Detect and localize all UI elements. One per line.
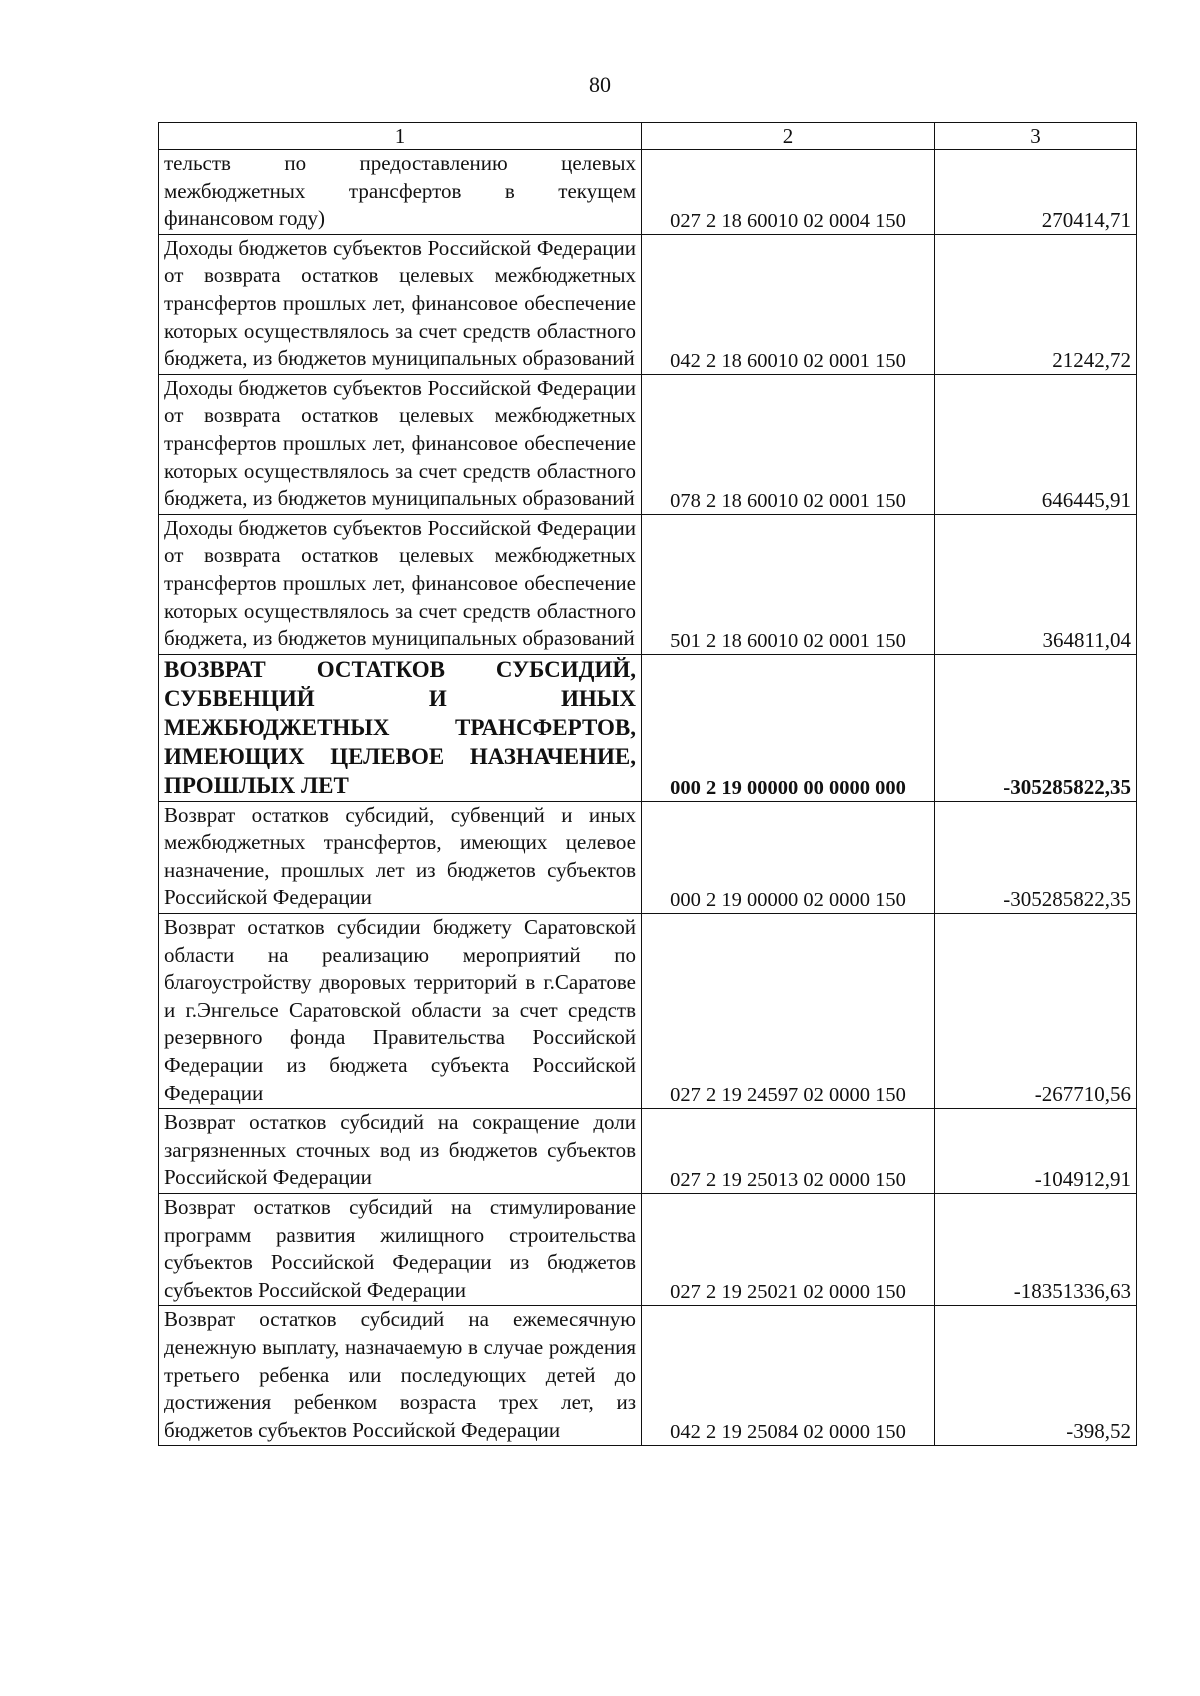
row-description: Возврат остатков субсидий на сокращение доли загрязненных сточных вод из бюджетов субъектов Российской Федерации bbox=[159, 1109, 642, 1194]
row-code: 000 2 19 00000 02 0000 150 bbox=[642, 801, 935, 913]
table-row bbox=[159, 801, 1137, 913]
table-row bbox=[159, 514, 1137, 654]
row-amount: -305285822,35 bbox=[935, 801, 1137, 913]
row-description: тельств по предоставлению целевых межбюджетных трансфертов в текущем финансовом году) bbox=[159, 150, 642, 235]
table-body bbox=[159, 150, 1137, 1446]
table-row bbox=[159, 914, 1137, 1109]
row-code: 042 2 18 60010 02 0001 150 bbox=[642, 234, 935, 374]
page-number: 80 bbox=[589, 72, 611, 97]
row-description: Доходы бюджетов субъектов Российской Федерации от возврата остатков целевых межбюджетных трансфертов прошлых лет, финансовое обеспечение которых осуществлялось за счет средств областного бюджета, из бюджетов муниципальных образований bbox=[159, 234, 642, 374]
table-row-section-heading bbox=[159, 654, 1137, 801]
row-code: 078 2 18 60010 02 0001 150 bbox=[642, 374, 935, 514]
row-amount: -104912,91 bbox=[935, 1109, 1137, 1194]
column-header-3: 3 bbox=[935, 123, 1137, 150]
table-row bbox=[159, 1306, 1137, 1446]
table-row bbox=[159, 234, 1137, 374]
row-amount: -267710,56 bbox=[935, 914, 1137, 1109]
row-code: 027 2 19 25013 02 0000 150 bbox=[642, 1109, 935, 1194]
table-row bbox=[159, 1109, 1137, 1194]
row-amount: -18351336,63 bbox=[935, 1194, 1137, 1306]
table-row bbox=[159, 374, 1137, 514]
column-header-2: 2 bbox=[642, 123, 935, 150]
row-description: Возврат остатков субсидий, субвенций и иных межбюджетных трансфертов, имеющих целевое назначение, прошлых лет из бюджетов субъектов Российской Федерации bbox=[159, 801, 642, 913]
table-row bbox=[159, 150, 1137, 235]
row-description: Возврат остатков субсидий на ежемесячную денежную выплату, назначаемую в случае рождения третьего ребенка или последующих детей до достижения ребенком возраста трех лет, из бюджетов субъектов Российской Федерации bbox=[159, 1306, 642, 1446]
row-description: Возврат остатков субсидий на стимулирование программ развития жилищного строительства субъектов Российской Федерации из бюджетов субъектов Российской Федерации bbox=[159, 1194, 642, 1306]
table-row bbox=[159, 1194, 1137, 1306]
table-header-row bbox=[159, 123, 1137, 150]
row-amount: 270414,71 bbox=[935, 150, 1137, 235]
row-description: Возврат остатков субсидии бюджету Саратовской области на реализацию мероприятий по благоустройству дворовых территорий в г.Саратове и г.Энгельсе Саратовской области за счет средств резервного фонда Правительства Российской Федерации из бюджета субъекта Российской Федерации bbox=[159, 914, 642, 1109]
row-description: Доходы бюджетов субъектов Российской Федерации от возврата остатков целевых межбюджетных трансфертов прошлых лет, финансовое обеспечение которых осуществлялось за счет средств областного бюджета, из бюджетов муниципальных образований bbox=[159, 514, 642, 654]
row-code: 501 2 18 60010 02 0001 150 bbox=[642, 514, 935, 654]
row-code: 000 2 19 00000 00 0000 000 bbox=[642, 654, 935, 801]
row-amount: 364811,04 bbox=[935, 514, 1137, 654]
column-header-1: 1 bbox=[159, 123, 642, 150]
row-description: ВОЗВРАТ ОСТАТКОВ СУБСИДИЙ, СУБВЕНЦИЙ И ИНЫХ МЕЖБЮДЖЕТНЫХ ТРАНСФЕРТОВ, ИМЕЮЩИХ ЦЕЛЕВОЕ НАЗНАЧЕНИЕ, ПРОШЛЫХ ЛЕТ bbox=[159, 654, 642, 801]
row-amount: -305285822,35 bbox=[935, 654, 1137, 801]
row-amount: 646445,91 bbox=[935, 374, 1137, 514]
row-code: 027 2 19 24597 02 0000 150 bbox=[642, 914, 935, 1109]
budget-table bbox=[158, 122, 1137, 1446]
row-code: 027 2 19 25021 02 0000 150 bbox=[642, 1194, 935, 1306]
row-description: Доходы бюджетов субъектов Российской Федерации от возврата остатков целевых межбюджетных трансфертов прошлых лет, финансовое обеспечение которых осуществлялось за счет средств областного бюджета, из бюджетов муниципальных образований bbox=[159, 374, 642, 514]
row-amount: 21242,72 bbox=[935, 234, 1137, 374]
row-amount: -398,52 bbox=[935, 1306, 1137, 1446]
row-code: 027 2 18 60010 02 0004 150 bbox=[642, 150, 935, 235]
row-code: 042 2 19 25084 02 0000 150 bbox=[642, 1306, 935, 1446]
